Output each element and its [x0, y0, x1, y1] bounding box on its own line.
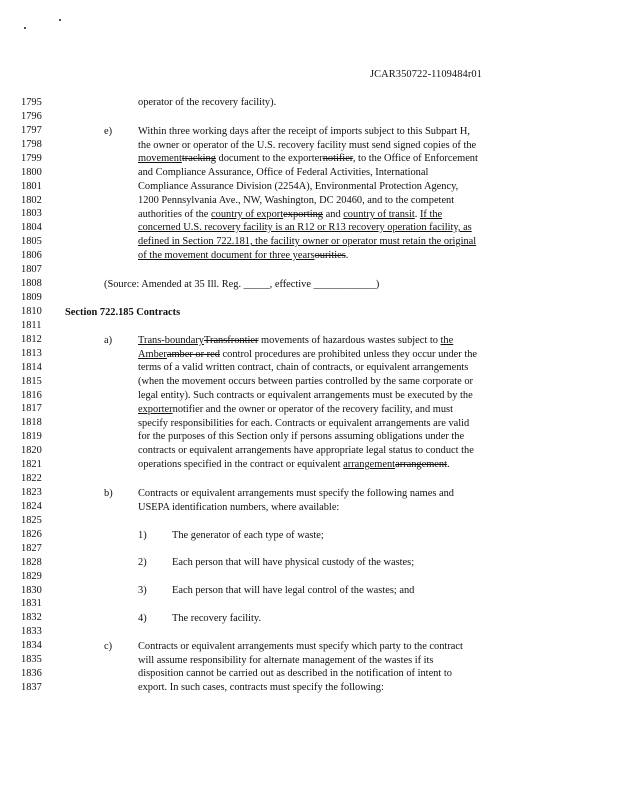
para-b-line-2: USEPA identification numbers, where available: — [138, 502, 340, 513]
para-a-line-1 — [138, 335, 453, 347]
deleted-text: exporting — [283, 209, 323, 220]
line-number: 1825 — [21, 514, 42, 526]
para-b-line-1: Contracts or equivalent arrangements must specify the following names and — [138, 488, 454, 499]
line-number: 1798 — [21, 138, 42, 150]
line-number: 1833 — [21, 626, 42, 638]
inserted-text: the — [440, 335, 454, 346]
para-e-line-6: 1200 Pennsylvania Ave., NW, Washington, DC 20460, and to the competent — [138, 195, 455, 206]
line-number: 1815 — [21, 375, 42, 387]
inserted-text: arrangement — [343, 459, 396, 470]
line-number: 1823 — [21, 487, 42, 498]
para-c-line-2: will assume responsibility for alternate management of the wastes if its — [138, 655, 434, 666]
line-number: 1827 — [21, 542, 42, 554]
para-e-line-5: Compliance Assurance Division (2254A), Environmental Protection Agency, — [138, 181, 459, 192]
para-e-label: e) — [104, 126, 113, 137]
para-e-line-10 — [138, 250, 348, 262]
para-a-line-7: specify responsibilities for each. Contracts or equivalent arrangements are valid — [138, 418, 470, 429]
para-e-line-8: concerned U.S. recovery facility is an R12 or R13 recovery operation facility, as — [138, 222, 472, 233]
list-item-number: 3) — [138, 585, 147, 596]
para-a-line-5: legal entity). Such contracts or equivalent arrangements must be executed by the — [138, 390, 473, 401]
para-e-line-2: the owner or operator of the U.S. recovery facility must send signed copies of the — [138, 140, 477, 151]
para-e-line-1: Within three working days after the receipt of imports subject to this Subpart H, — [138, 126, 471, 137]
para-a-line-6 — [138, 404, 453, 416]
line-number: 1800 — [21, 166, 42, 178]
line-number: 1796 — [21, 110, 42, 122]
text: , to the Office of Enforcement — [352, 153, 478, 164]
source-note: (Source: Amended at 35 Ill. Reg. _____, effective ____________) — [104, 279, 380, 290]
para-a-line-8: for the purposes of this Section only if persons assuming obligations under the — [138, 431, 465, 442]
list-item-number: 1) — [138, 530, 147, 541]
line-number: 1808 — [21, 278, 42, 290]
deleted-text: amber or red — [166, 349, 220, 360]
scan-speck — [24, 27, 26, 29]
inserted-text: movement — [138, 153, 182, 164]
line-number: 1829 — [21, 570, 42, 582]
para-e-line-3 — [138, 153, 478, 165]
inserted-text: country of transit — [343, 209, 415, 220]
line-number: 1811 — [21, 319, 42, 331]
para-c-line-4: export. In such cases, contracts must specify the following: — [138, 682, 384, 693]
para-e-line-0: operator of the recovery facility). — [138, 97, 277, 108]
line-number: 1830 — [21, 584, 42, 596]
para-a-line-2 — [138, 349, 477, 361]
deleted-text: arrangement — [395, 459, 448, 470]
para-a-line-10 — [138, 459, 450, 471]
line-number: 1813 — [21, 347, 42, 359]
para-e-line-4: and Compliance Assurance, Office of Federal Activities, International — [138, 167, 429, 178]
document-id: JCAR350722-1109484r01 — [370, 69, 482, 80]
scan-speck — [59, 19, 61, 21]
line-number: 1832 — [21, 612, 42, 624]
para-b-label: b) — [104, 488, 113, 499]
para-c-line-1: Contracts or equivalent arrangements must specify which party to the contract — [138, 641, 463, 652]
line-number: 1817 — [21, 403, 42, 415]
para-e-line-9: defined in Section 722.181, the facility owner or operator must retain the original — [138, 236, 477, 247]
text: notifier and the owner or operator of the recovery facility, and must — [172, 404, 453, 415]
line-number: 1824 — [21, 500, 42, 512]
inserted-text: of the movement document for three years — [138, 250, 315, 261]
para-c-label: c) — [104, 641, 113, 652]
line-number: 1804 — [21, 222, 42, 234]
line-number: 1812 — [21, 333, 42, 345]
inserted-text: Amber — [138, 349, 167, 360]
line-number: 1819 — [21, 431, 42, 443]
line-number: 1803 — [21, 208, 42, 220]
line-number: 1837 — [21, 682, 42, 693]
deleted-text: tracking — [181, 153, 216, 164]
line-number: 1795 — [21, 97, 42, 108]
list-item-text: The generator of each type of waste; — [172, 530, 324, 541]
line-number: 1806 — [21, 250, 42, 262]
line-number: 1818 — [21, 417, 42, 429]
inserted-text: country of export — [211, 209, 284, 220]
line-number: 1810 — [21, 305, 42, 317]
text: . — [414, 209, 420, 220]
text: authorities of the — [138, 209, 212, 220]
para-a-label: a) — [104, 335, 113, 346]
line-number: 1805 — [21, 236, 42, 248]
text: . — [447, 459, 450, 470]
text: operations specified in the contract or equivalent — [138, 459, 344, 470]
text: and — [322, 209, 344, 220]
para-a-line-4: (when the movement occurs between parties controlled by the same corporate or — [138, 376, 473, 387]
inserted-text: exporter — [138, 404, 173, 415]
list-item-text: Each person that will have physical custody of the wastes; — [172, 557, 415, 568]
section-title: Section 722.185 Contracts — [65, 307, 181, 318]
line-number: 1821 — [21, 459, 42, 471]
line-number: 1822 — [21, 473, 42, 485]
list-item-number: 2) — [138, 557, 147, 568]
line-number: 1807 — [21, 264, 42, 276]
text: control procedures are prohibited unless they occur under the — [219, 349, 478, 360]
line-number: 1797 — [21, 124, 42, 136]
line-number: 1820 — [21, 445, 42, 457]
text: movements of hazardous wastes subject to — [258, 335, 441, 346]
line-number: 1802 — [21, 194, 42, 206]
line-number: 1816 — [21, 389, 42, 401]
inserted-text: If the — [419, 209, 443, 220]
line-number: 1799 — [21, 152, 42, 164]
para-e-line-7 — [138, 209, 442, 221]
list-item-text: The recovery facility. — [172, 613, 262, 624]
inserted-text: Trans-boundary — [138, 335, 204, 346]
text: . — [345, 250, 349, 261]
line-number: 1828 — [21, 556, 42, 568]
line-number: 1814 — [21, 361, 42, 373]
deleted-text: notifier — [322, 153, 353, 164]
line-number: 1801 — [21, 180, 42, 192]
para-a-line-3: terms of a valid written contract, chain of contracts, or equivalent arrangements — [138, 362, 469, 373]
deleted-text: Transfrontier — [204, 335, 259, 346]
line-number: 1835 — [21, 654, 42, 666]
line-number: 1826 — [21, 528, 42, 540]
text: document to the exporter — [215, 153, 323, 164]
line-number: 1836 — [21, 668, 42, 680]
line-number: 1831 — [21, 598, 42, 610]
list-item-number: 4) — [138, 613, 147, 624]
para-a-line-9: contracts or equivalent arrangements have appropriate legal status to conduct the — [138, 445, 474, 456]
para-c-line-3: disposition cannot be carried out as described in the notification of intent to — [138, 668, 452, 679]
line-number: 1834 — [21, 640, 42, 652]
list-item-text: Each person that will have legal control of the wastes; and — [172, 585, 415, 596]
deleted-text: ourities — [314, 250, 346, 261]
line-number: 1809 — [21, 292, 42, 303]
